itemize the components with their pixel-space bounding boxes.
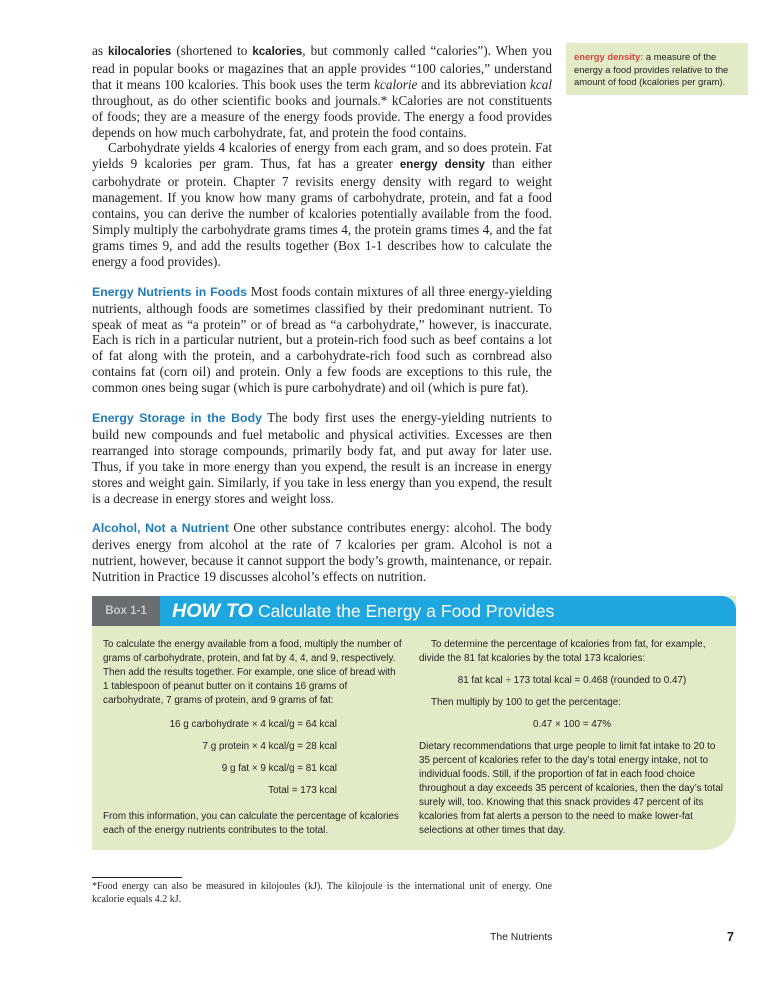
text-span: One other substance contributes energy: alcohol. The body derives energy from alcohol at the rate of 7 kcalories per gram. Alcohol is not a nutrient, however, because it cannot support the body’s growth, maintenance, or repair. Nutrition in Practice 19 discusses alcohol’s effects on nutrition. (92, 520, 552, 585)
definition-text: a measure of the energy a food provides relative to the amount of food (kcalories per gram). (574, 51, 729, 88)
box-paragraph: To determine the percentage of kcalories from fat, for example, divide the 81 fat kcalories by the total 173 kcalories: (419, 639, 706, 664)
main-text (92, 43, 552, 585)
box-title (172, 596, 554, 626)
text-span: throughout, as do other scientific books and journals.* kCalories are not constituents of foods; they are a measure of the energy foods provide. The energy a food provides depends on how much carbohydrate, fat, and protein the food contains. (92, 92, 552, 140)
box-right-column (419, 638, 725, 838)
equation: 81 fat kcal ÷ 173 total kcal = 0.468 (rounded to 0.47) (457, 675, 687, 686)
box-paragraph: To calculate the energy available from a food, multiply the number of grams of carbohydrate, protein, and fat by 4, 4, and 9, respectively. Then add the results together. For example, one slice of bread with 1 tablespoon of peanut butter on it contains 16 grams of carbohydrate, 7 grams of protein, and 9 grams of fat: (103, 639, 402, 706)
footnote-rule (92, 877, 182, 878)
text-span: as (92, 43, 109, 58)
italic-term-kcal: kcal (530, 76, 552, 92)
text-span: , but commonly called “calories”). When you read in popular books or magazines that an apple provides “100 calories,” understand that it means 100 kcalories. This book uses the term (92, 43, 552, 92)
how-to-label: HOW TO (172, 600, 253, 622)
term-kcalories: kcalories (252, 46, 303, 58)
text-span: Carbohydrate yields 4 kcalories of energy from each gram, and so does protein. Fat yields 9 kcalories per gram. Thus, fat has a greater (92, 140, 552, 172)
term-energy-density: energy density (399, 159, 485, 172)
term-kilocalories: kilocalories (108, 46, 172, 58)
italic-term-kcalorie: kcalorie (374, 76, 418, 92)
equation: 16 g carbohydrate × 4 kcal/g = 64 kcal (169, 719, 337, 730)
box-title-text: Calculate the Energy a Food Provides (257, 601, 555, 621)
run-in-heading: Alcohol, Not a Nutrient (92, 521, 229, 536)
run-in-heading: Energy Nutrients in Foods (92, 284, 248, 299)
paragraph-alcohol (92, 520, 552, 585)
box-paragraph: Then multiply by 100 to get the percentage: (431, 697, 621, 708)
margin-definition (566, 43, 748, 95)
footnote: *Food energy can also be measured in kilojoules (kJ). The kilojoule is the international unit of energy. One kcalorie equals 4.2 kJ. (92, 881, 552, 905)
equation: 7 g protein × 4 kcal/g = 28 kcal (202, 741, 337, 752)
equation: Total = 173 kcal (268, 785, 337, 796)
box-label: Box 1-1 (92, 596, 160, 626)
run-in-heading: Energy Storage in the Body (92, 411, 262, 426)
box-left-column (103, 638, 403, 838)
box-paragraph: Dietary recommendations that urge people to limit fat intake to 20 to 35 percent of kcalories refer to the day’s total energy intake, not to individual foods. Still, if the proportion of fat in each food choice throughout a day exceeds 35 percent of kcalories, then the day’s total surely will, too. Knowing that this snack provides 47 percent of its kcalories from fat alerts a person to the need to make lower-fat selections at other times that day. (419, 741, 723, 836)
paragraph-kilocalories (92, 43, 552, 140)
equation: 9 g fat × 9 kcal/g = 81 kcal (221, 763, 337, 774)
page-number: 7 (727, 930, 734, 944)
text-span: (shortened to (171, 43, 253, 58)
paragraph-energy-storage (92, 410, 552, 506)
equation: 0.47 × 100 = 47% (533, 719, 611, 730)
definition-term: energy density: (574, 51, 644, 62)
text-span: The body first uses the energy-yielding nutrients to build new compounds and fuel metabolic and physical activities. Excesses are then rearranged into storage compounds, primarily body fat, and put away for later use. Thus, if you take in more energy than you expend, the result is an increase in energy stores and weight gain. Similarly, if you take in less energy than you expend, the result is a decrease in energy stores and weight loss. (92, 410, 552, 506)
text-span: than either carbohydrate or protein. Chapter 7 revisits energy density with regard to weight management. If you know how many grams of carbohydrate, protein, and fat a food contains, you can derive the number of kcalories potentially available from the food. Simply multiply the carbohydrate grams times 4, the protein grams times 4, and the fat grams times 9, and add the results together (Box 1-1 describes how to calculate the energy a food provides). (92, 156, 552, 269)
paragraph-energy-nutrients (92, 284, 552, 396)
text-span: Most foods contain mixtures of all three energy-yielding nutrients, although foods are sometimes classified by their predominant nutrient. To speak of meat as “a protein” or of bread as “a carbohydrate,” however, is inaccurate. Each is rich in a particular nutrient, but a protein-rich food such as beef contains a lot of fat along with the protein, and a carbohydrate-rich food such as cornbread also contains fat (corn oil) and protein. Only a few foods are exceptions to this rule, the common ones being sugar (which is pure carbohydrate) and oil (which is pure fat). (92, 283, 552, 396)
text-span: and its abbreviation (417, 76, 531, 92)
box-paragraph: From this information, you can calculate the percentage of kcalories each of the energy nutrients contributes to the total. (103, 811, 399, 836)
paragraph-energy-density (92, 140, 552, 269)
running-head: The Nutrients (490, 932, 553, 943)
